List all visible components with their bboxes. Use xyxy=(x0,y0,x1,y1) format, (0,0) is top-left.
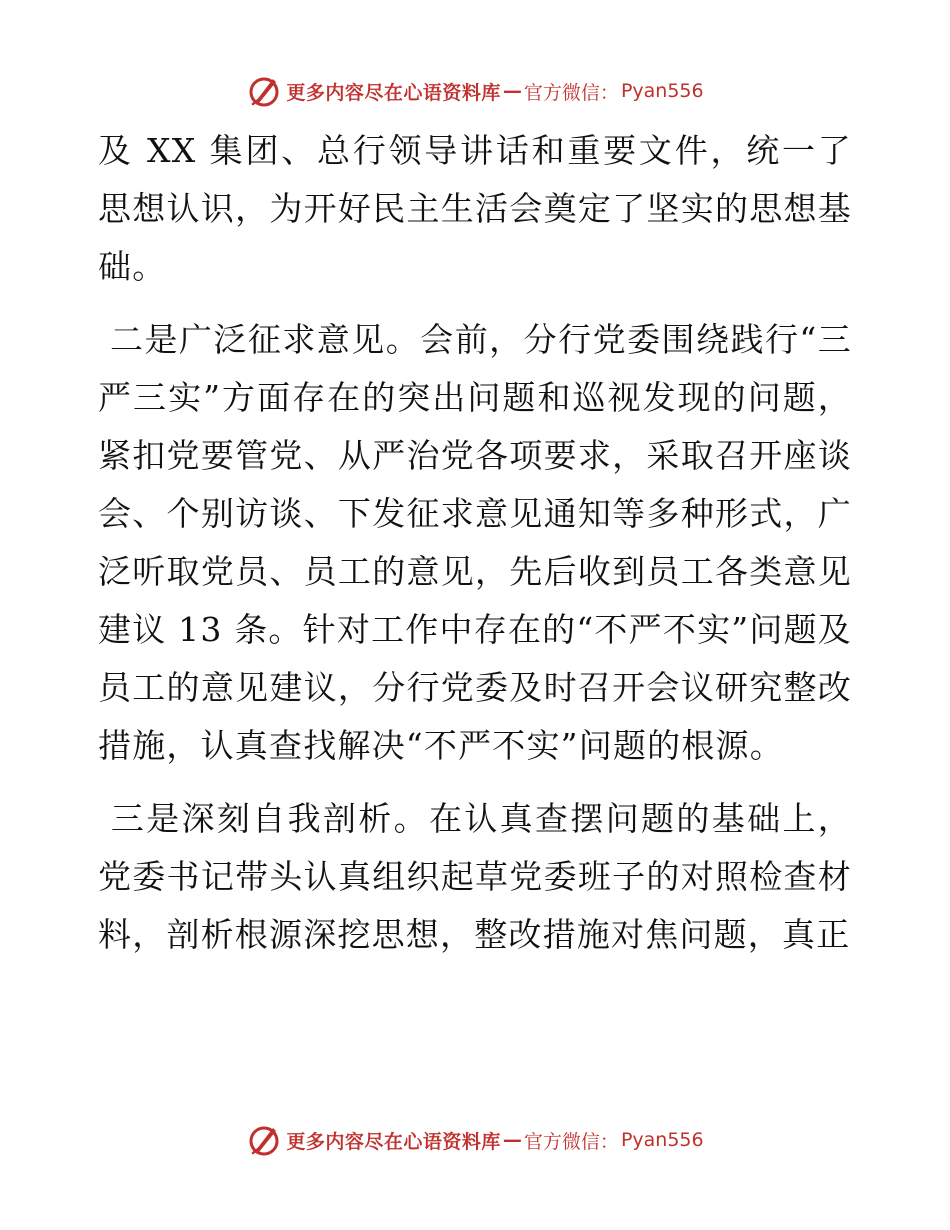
banner-separator: — xyxy=(502,1129,522,1151)
quill-pen-logo-icon xyxy=(246,1122,282,1158)
paragraph-2: 二是广泛征求意见。会前，分行党委围绕践行“三严三实”方面存在的突出问题和巡视发现的问题，紧扣党要管党、从严治党各项要求，采取召开座谈会、个别访谈、下发征求意见通知等多种形式，广泛听取党员、员工的意见，先后收到员工各类意见建议 13 条。针对工作中存在的“不严不实”问题及员工的意见建议，分行党委及时召开会议研究整改措施，认真查找解决“不严不实”问题的根源。 xyxy=(98,320,852,765)
banner-slogan: 更多内容尽在心语资料库 xyxy=(286,1130,501,1153)
banner-wechat-id: Pyan556 xyxy=(620,1129,704,1151)
paragraph-1: 及 XX 集团、总行领导讲话和重要文件，统一了思想认识，为开好民主生活会奠定了坚实的思想基础。 xyxy=(98,131,852,286)
banner-wechat-id: Pyan556 xyxy=(620,80,704,102)
paragraph-3: 三是深刻自我剖析。在认真查摆问题的基础上，党委书记带头认真组织起草党委班子的对照检查材料，剖析根源深挖思想，整改措施对焦问题，真正 xyxy=(98,799,852,954)
banner-official-label: 官方微信： xyxy=(523,1130,619,1153)
banner-slogan: 更多内容尽在心语资料库 xyxy=(286,81,501,104)
footer-banner xyxy=(0,1120,950,1160)
header-banner xyxy=(0,71,950,111)
document-body xyxy=(98,122,852,979)
banner-official-label: 官方微信： xyxy=(523,81,619,104)
quill-pen-logo-icon xyxy=(246,73,282,109)
banner-separator: — xyxy=(502,80,522,102)
